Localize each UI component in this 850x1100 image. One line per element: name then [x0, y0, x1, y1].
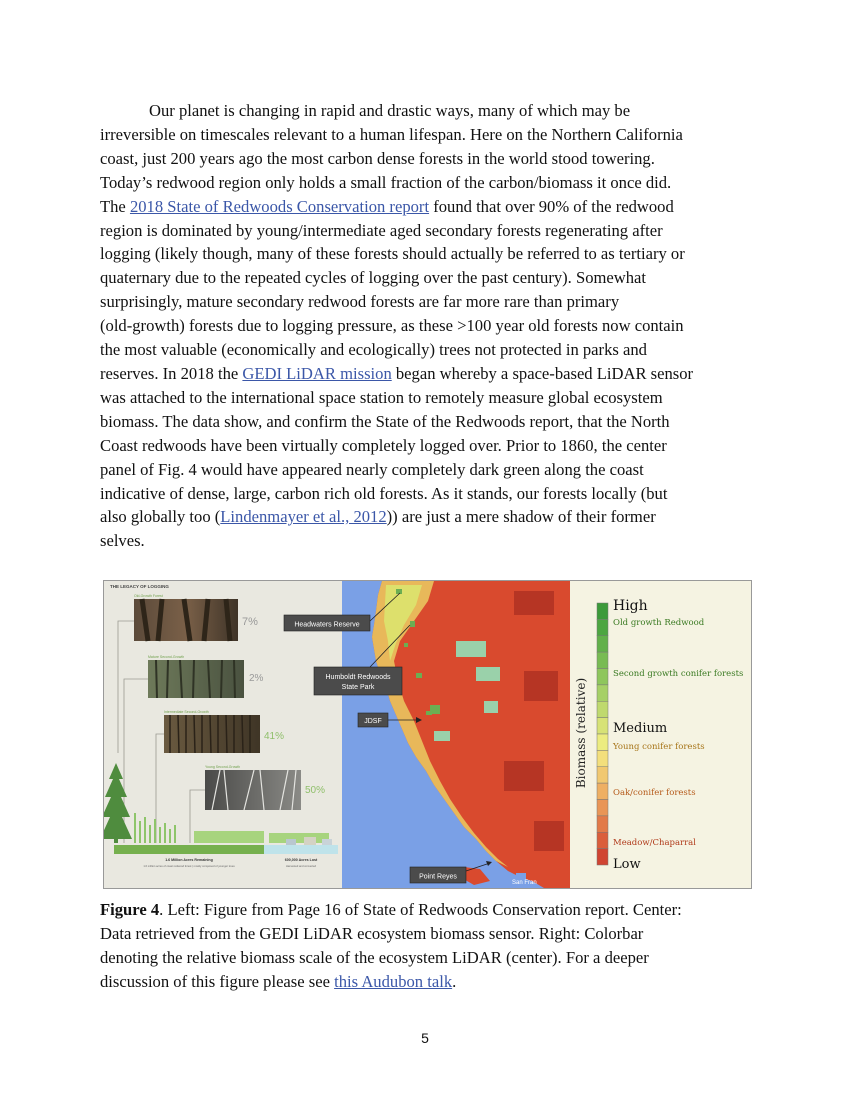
paragraph-line: surprisingly, mature secondary redwood forests are far more rare than primary [100, 292, 620, 312]
tier-label-mature: Mature Second-Growth [148, 655, 185, 659]
humboldt-label-line2: State Park [341, 684, 375, 691]
gedi-lidar-mission-link[interactable]: GEDI LiDAR mission [242, 363, 392, 383]
colorbar-swatch [597, 750, 608, 766]
colorbar-swatches [597, 603, 608, 865]
text-segment: began whereby a space-based LiDAR sensor [391, 363, 694, 383]
paragraph-line: indicative of dense, large, carbon rich old forests. As it stands, our forests locally (but [100, 483, 668, 503]
text-segment: also globally too ( [100, 507, 221, 527]
colorbar-medium-label: Medium [613, 721, 668, 736]
paragraph-line: the most valuable (economically and ecologically) trees not protected in parks and [100, 340, 647, 360]
lindenmayer-citation-link[interactable]: Lindenmayer et al., 2012 [220, 507, 387, 527]
paragraph-line: Our planet is changing in rapid and drastic ways, many of which may be [149, 101, 631, 120]
paragraph-line [100, 505, 750, 529]
colorbar-old-growth-label: Old growth Redwood [613, 618, 705, 628]
colorbar-swatch [597, 832, 608, 848]
caption-line [100, 970, 760, 994]
paragraph-line: quaternary due to the repeated cycles of logging over the past century). Somewhat [100, 268, 647, 288]
colorbar-swatch [597, 701, 608, 717]
paragraph-line: biomass. The data show, and confirm the State of the Redwoods report, that the North [100, 411, 670, 431]
colorbar-swatch [597, 816, 608, 832]
colorbar-meadow-label: Meadow/Chaparral [613, 838, 696, 848]
colorbar-swatch [597, 636, 608, 652]
acres-remaining-subtitle: 1.6 million acres of coast redwood forest | mostly composed of younger trees [143, 865, 235, 868]
colorbar-swatch [597, 603, 608, 619]
mature-growth-photo [148, 660, 244, 698]
point-reyes-label: Point Reyes [419, 873, 457, 881]
state-of-redwoods-report-link[interactable]: 2018 State of Redwoods Conservation report [129, 196, 430, 216]
figure-4 [103, 580, 752, 889]
figure-4-composite [104, 581, 751, 888]
tier-label-intermediate: Intermediate Second-Growth [164, 710, 209, 714]
paragraph-line: logging (likely though, many of these forests should actually be referred to as tertiary or [100, 244, 685, 264]
tier-percent-mature: 2% [249, 673, 264, 684]
paragraph-line [100, 362, 750, 386]
text-segment: . [452, 972, 457, 991]
text-segment: )) are just a mere shadow of their former [386, 507, 656, 527]
tier-percent-young: 50% [305, 785, 326, 796]
colorbar-axis-title: Biomass (relative) [574, 677, 588, 789]
paragraph-line: region is dominated by young/intermediate aged secondary forests regenerating after [100, 220, 663, 240]
left-panel-title: THE LEGACY OF LOGGING [110, 584, 169, 589]
biomass-colorbar-panel [570, 581, 751, 888]
tier-percent-intermediate: 41% [264, 731, 285, 742]
figure-label: Figure 4 [100, 900, 160, 919]
figure-caption [100, 898, 760, 994]
tier-label-old-growth: Old-Growth Forest [134, 594, 163, 598]
colorbar-swatch [597, 619, 608, 635]
page-number: 5 [421, 1030, 429, 1046]
acres-lost-subtitle: Harvested and converted [285, 865, 317, 868]
paragraph-line: irreversible on timescales relevant to a human lifespan. Here on the Northern California [100, 124, 683, 144]
colorbar-swatch [597, 783, 608, 799]
paragraph-line: selves. [100, 531, 145, 551]
colorbar-second-growth-label: Second growth conifer forests [613, 669, 744, 679]
colorbar-swatch [597, 718, 608, 734]
colorbar-low-label: Low [613, 857, 641, 872]
text-segment: found that over 90% of the redwood [429, 196, 674, 216]
bay-water [516, 873, 526, 879]
tier-percent-old-growth: 7% [242, 616, 258, 628]
colorbar-swatch [597, 652, 608, 668]
paragraph-line: Today’s redwood region only holds a small fraction of the carbon/biomass it once did. [100, 172, 672, 192]
san-fran-label: San Fran [512, 880, 537, 886]
colorbar-swatch [597, 685, 608, 701]
humboldt-label-line1: Humboldt Redwoods [325, 674, 391, 681]
caption-line [100, 898, 760, 922]
colorbar-young-conifer-label: Young conifer forests [613, 742, 705, 752]
text-segment: reserves. In 2018 the [100, 363, 243, 383]
acres-lost-bar [264, 845, 338, 854]
paragraph-line: panel of Fig. 4 would have appeared nearly completely dark green along the coast [100, 459, 644, 479]
jdsf-label: JDSF [364, 718, 382, 725]
colorbar-swatch [597, 669, 608, 685]
paragraph-line [100, 195, 750, 219]
colorbar-high-label: High [613, 598, 648, 614]
audubon-talk-link[interactable]: this Audubon talk [334, 972, 453, 991]
paragraph-line: coast, just 200 years ago the most carbon dense forests in the world stood towering. [100, 148, 655, 168]
tier-label-young: Young Second-Growth [205, 765, 241, 769]
caption-line: Data retrieved from the GEDI LiDAR ecosystem biomass sensor. Right: Colorbar [100, 924, 644, 943]
text-segment: The [100, 196, 130, 216]
colorbar-swatch [597, 734, 608, 750]
acres-lost-title: 600,000 Acres Lost [284, 858, 318, 862]
paragraph-line: Coast redwoods have been virtually completely logged over. Prior to 1860, the center [100, 435, 667, 455]
text-segment: . Left: Figure from Page 16 of State of Redwoods Conservation report. Center: [159, 900, 682, 919]
colorbar-swatch [597, 767, 608, 783]
colorbar-swatch [597, 800, 608, 816]
paragraph-line: (old-growth) forests due to logging pressure, as these >100 year old forests now contain [100, 316, 684, 336]
body-paragraph [100, 99, 750, 553]
caption-line: denoting the relative biomass scale of the ecosystem LiDAR (center). For a deeper [100, 948, 649, 967]
colorbar-swatch [597, 849, 608, 865]
paragraph-line: was attached to the international space station to remotely measure global ecosystem [100, 387, 663, 407]
acres-remaining-bar [114, 845, 264, 854]
headwaters-label: Headwaters Reserve [294, 621, 360, 629]
text-segment: discussion of this figure please see [100, 972, 335, 991]
colorbar-oak-conifer-label: Oak/conifer forests [613, 788, 696, 798]
acres-remaining-title: 1.6 Million Acres Remaining [165, 858, 213, 862]
